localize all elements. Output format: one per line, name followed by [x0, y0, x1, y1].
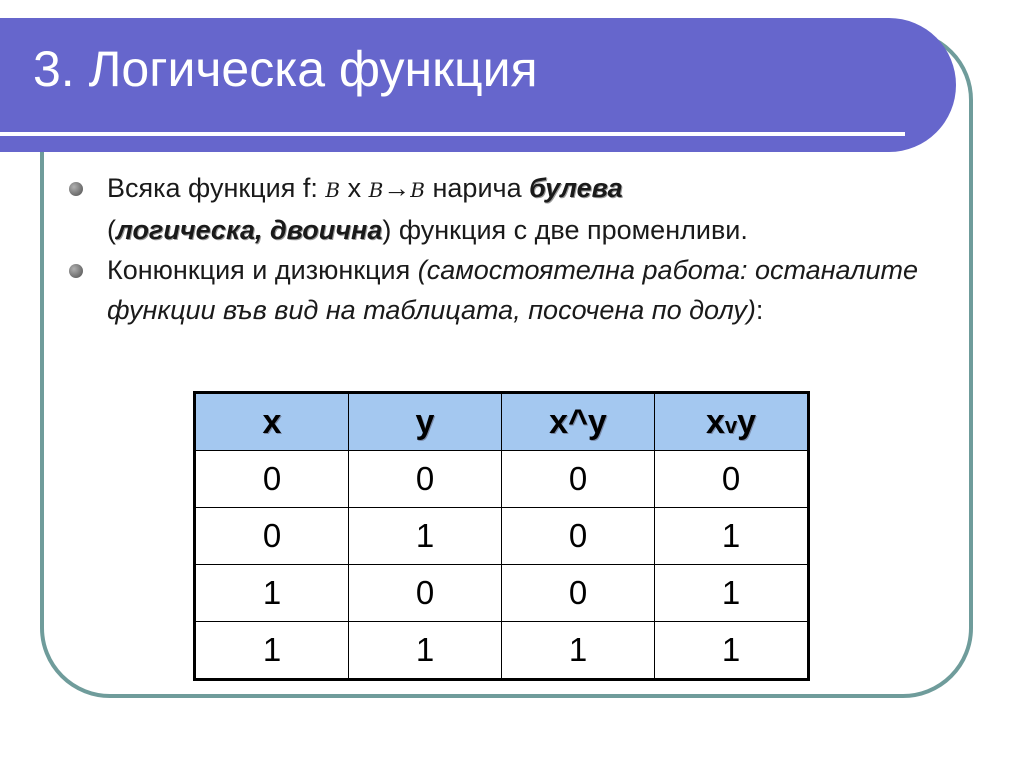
bullet-text: Конюнкция и дизюнкция: [107, 255, 418, 285]
slide-title: 3. Логическа функция: [33, 41, 538, 97]
table-cell: 0: [349, 565, 502, 622]
bullet-text: ) функция с две променливи.: [382, 215, 748, 245]
table-cell: 0: [502, 451, 655, 508]
table-cell: 0: [195, 451, 349, 508]
table-cell: 1: [195, 622, 349, 680]
table-cell: 0: [655, 451, 809, 508]
table-cell: 1: [349, 622, 502, 680]
emphasized-term: логическа, двоична: [116, 215, 383, 245]
set-symbol: B: [368, 178, 384, 202]
table-cell: 1: [655, 565, 809, 622]
set-symbol: B: [325, 178, 341, 202]
table-cell: 1: [502, 622, 655, 680]
bullet-text: (: [107, 215, 116, 245]
bullet-item-task: [65, 250, 945, 330]
column-header-x: x: [195, 393, 349, 451]
emphasized-term: булева: [529, 173, 623, 203]
bullet-item-definition: [65, 168, 945, 250]
bullet-text: нарича: [425, 173, 530, 203]
title-underline: [0, 132, 905, 136]
or-symbol: v: [724, 412, 738, 438]
table-cell: 0: [502, 565, 655, 622]
table-cell: 0: [502, 508, 655, 565]
table-row: [195, 508, 809, 565]
column-header-and: x^y: [502, 393, 655, 451]
table-header-row: [195, 393, 809, 451]
table-row: [195, 622, 809, 680]
bullet-text: x: [340, 173, 369, 203]
table-cell: 1: [655, 508, 809, 565]
truth-table: [193, 391, 810, 681]
bullet-dot-icon: [69, 264, 83, 278]
table-row: [195, 565, 809, 622]
or-header-x: x: [705, 402, 725, 441]
arrow-symbol: →: [383, 173, 411, 203]
bullet-text: Всяка функция f:: [107, 173, 326, 203]
bullet-text: :: [755, 295, 764, 325]
table-cell: 1: [349, 508, 502, 565]
column-header-y: y: [349, 393, 502, 451]
bullet-list: [65, 168, 945, 330]
table-row: [195, 451, 809, 508]
table-cell: 1: [655, 622, 809, 680]
column-header-or: [655, 393, 809, 451]
or-header-y: y: [737, 402, 757, 441]
table-cell: 1: [195, 565, 349, 622]
bullet-dot-icon: [69, 182, 83, 196]
table-cell: 0: [195, 508, 349, 565]
bullet-italic-note: (самостоятелна работа: останалите функции във вид на таблицата, посочена по долу): [107, 255, 919, 325]
set-symbol: B: [410, 178, 425, 202]
table-cell: 0: [349, 451, 502, 508]
